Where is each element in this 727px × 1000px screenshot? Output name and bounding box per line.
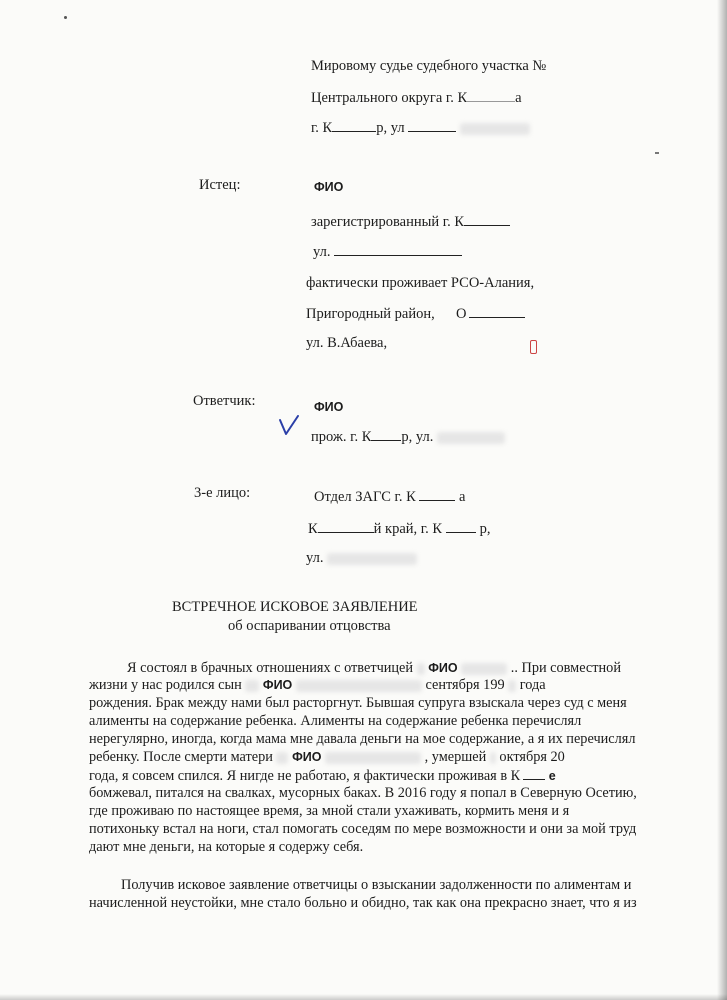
- redacted-blank: [446, 519, 476, 533]
- body-line: нерегулярно, иногда, когда мама мне давала деньги на мое содержание, а я их перечислял: [89, 731, 636, 747]
- third-party-street-text: ул.: [306, 550, 324, 566]
- redacted-blur: [245, 680, 259, 692]
- third-party-region-prefix: К: [308, 521, 318, 537]
- redacted-blank: [318, 519, 374, 533]
- defendant-city: прож. г. К: [311, 429, 372, 445]
- plaintiff-street2: ул. В.Абаева,: [306, 335, 388, 351]
- third-party-street: [306, 549, 417, 567]
- redacted-blank: [419, 487, 455, 501]
- plaintiff-name: ФИО: [314, 180, 344, 194]
- plaintiff-label: Истец:: [199, 177, 241, 193]
- plaintiff-village: О: [456, 306, 467, 322]
- plaintiff-street-text: ул.: [313, 244, 331, 260]
- redacted-blur: [437, 432, 505, 444]
- body-text: октября 20: [499, 749, 565, 765]
- defendant-street: р, ул.: [401, 429, 434, 445]
- redacted-blur: [490, 752, 496, 764]
- body-fio: ФИО: [428, 661, 458, 675]
- body-line: [89, 748, 565, 766]
- addressee-district: Центрального округа г. К: [311, 90, 468, 106]
- plaintiff-reg-text: зарегистрированный г. К: [311, 214, 464, 230]
- body-line: бомжевал, питался на свалках, мусорных баках. В 2016 году я попал в Северную Осетию,: [89, 785, 637, 801]
- addressee-line-2: [311, 88, 522, 107]
- body-text: ребенку. После смерти матери: [89, 749, 273, 765]
- redacted-blur: [296, 680, 422, 692]
- redacted-blank: [332, 118, 376, 132]
- third-party-org-text: Отдел ЗАГС г. К: [314, 489, 416, 505]
- body-text: жизни у нас родился сын: [89, 677, 242, 693]
- addressee-line-1: [311, 57, 546, 75]
- redacted-blur: [276, 752, 288, 764]
- addressee-street: р, ул: [376, 120, 405, 136]
- redacted-blank: [469, 304, 525, 318]
- redacted-blur: [508, 680, 516, 692]
- body-line: где проживаю по настоящее время, за мной стали ухаживать, кормить меня и я: [89, 803, 570, 819]
- scan-speck: [655, 152, 659, 154]
- addressee-suffix: а: [515, 90, 522, 106]
- document-title: ВСТРЕЧНОЕ ИСКОВОЕ ЗАЯВЛЕНИЕ: [172, 599, 418, 615]
- redacted-blur: [461, 663, 507, 675]
- body-text: года: [519, 677, 546, 693]
- body-line: дают мне деньги, на которые я содержу себя.: [89, 839, 364, 855]
- body-line: потихоньку встал на ноги, стал помогать соседям по мере возможности и они за мой труд: [89, 821, 637, 837]
- redacted-blur: [417, 663, 425, 675]
- stamp-mark: [530, 340, 537, 354]
- body-line: Получив исковое заявление ответчицы о взыскании задолженности по алиментам и: [121, 877, 632, 893]
- scan-edge-shadow: [717, 0, 727, 1000]
- plaintiff-district-text: Пригородный район,: [306, 306, 435, 322]
- third-party-region: [308, 519, 491, 538]
- redacted-blank: [408, 118, 456, 132]
- third-party-region-city: й край, г. К: [373, 521, 443, 537]
- document-subtitle: об оспаривании отцовства: [228, 618, 391, 634]
- addressee-line-3: [311, 118, 530, 137]
- body-line: алименты на содержание ребенка. Алименты на содержание ребенка перечислял: [89, 713, 582, 729]
- plaintiff-actual: фактически проживает РСО-Алания,: [306, 275, 535, 291]
- plaintiff-street: [313, 242, 462, 261]
- third-party-region-suffix: р,: [479, 521, 491, 537]
- third-party-org: [314, 487, 465, 506]
- body-line: [89, 766, 556, 785]
- plaintiff-district: [306, 304, 525, 323]
- body-text: е: [548, 769, 556, 783]
- redacted-blank: [467, 88, 515, 102]
- redacted-blank: [523, 766, 545, 780]
- addressee-city: г. К: [311, 120, 333, 136]
- defendant-name: ФИО: [314, 400, 344, 414]
- defendant-address: [311, 427, 505, 446]
- redacted-blank: [464, 212, 510, 226]
- addressee-court: Мировому судье судебного участка №: [311, 58, 547, 74]
- body-text: года, я совсем спился. Я нигде не работаю, я фактически проживая в К: [89, 768, 521, 784]
- body-text: Я состоял в брачных отношениях с ответчицей: [127, 660, 414, 676]
- redacted-blur: [327, 553, 417, 565]
- body-text: , умершей: [424, 749, 487, 765]
- body-line: [127, 659, 621, 677]
- defendant-label: Ответчик:: [193, 393, 256, 409]
- redacted-blur: [325, 752, 421, 764]
- third-party-label: 3-е лицо:: [194, 485, 251, 501]
- body-line: начисленной неустойки, мне стало больно и обидно, так как она прекрасно знает, что я из: [89, 895, 637, 911]
- body-text: сентября 199: [425, 677, 505, 693]
- scan-speck: [64, 16, 67, 19]
- redacted-blank: [334, 242, 462, 256]
- body-line: рождения. Брак между нами был расторгнут. Бывшая супруга взыскала через суд с меня: [89, 695, 627, 711]
- redacted-blur: [460, 123, 530, 135]
- scan-bottom-edge: [0, 994, 727, 1000]
- body-fio: ФИО: [292, 750, 322, 764]
- checkmark-icon: [277, 414, 301, 438]
- third-party-org-suffix: а: [459, 489, 466, 505]
- redacted-blank: [371, 427, 401, 441]
- plaintiff-registration: [311, 212, 510, 231]
- body-line: [89, 676, 546, 694]
- body-text: .. При совместной: [510, 660, 621, 676]
- body-fio: ФИО: [262, 678, 293, 692]
